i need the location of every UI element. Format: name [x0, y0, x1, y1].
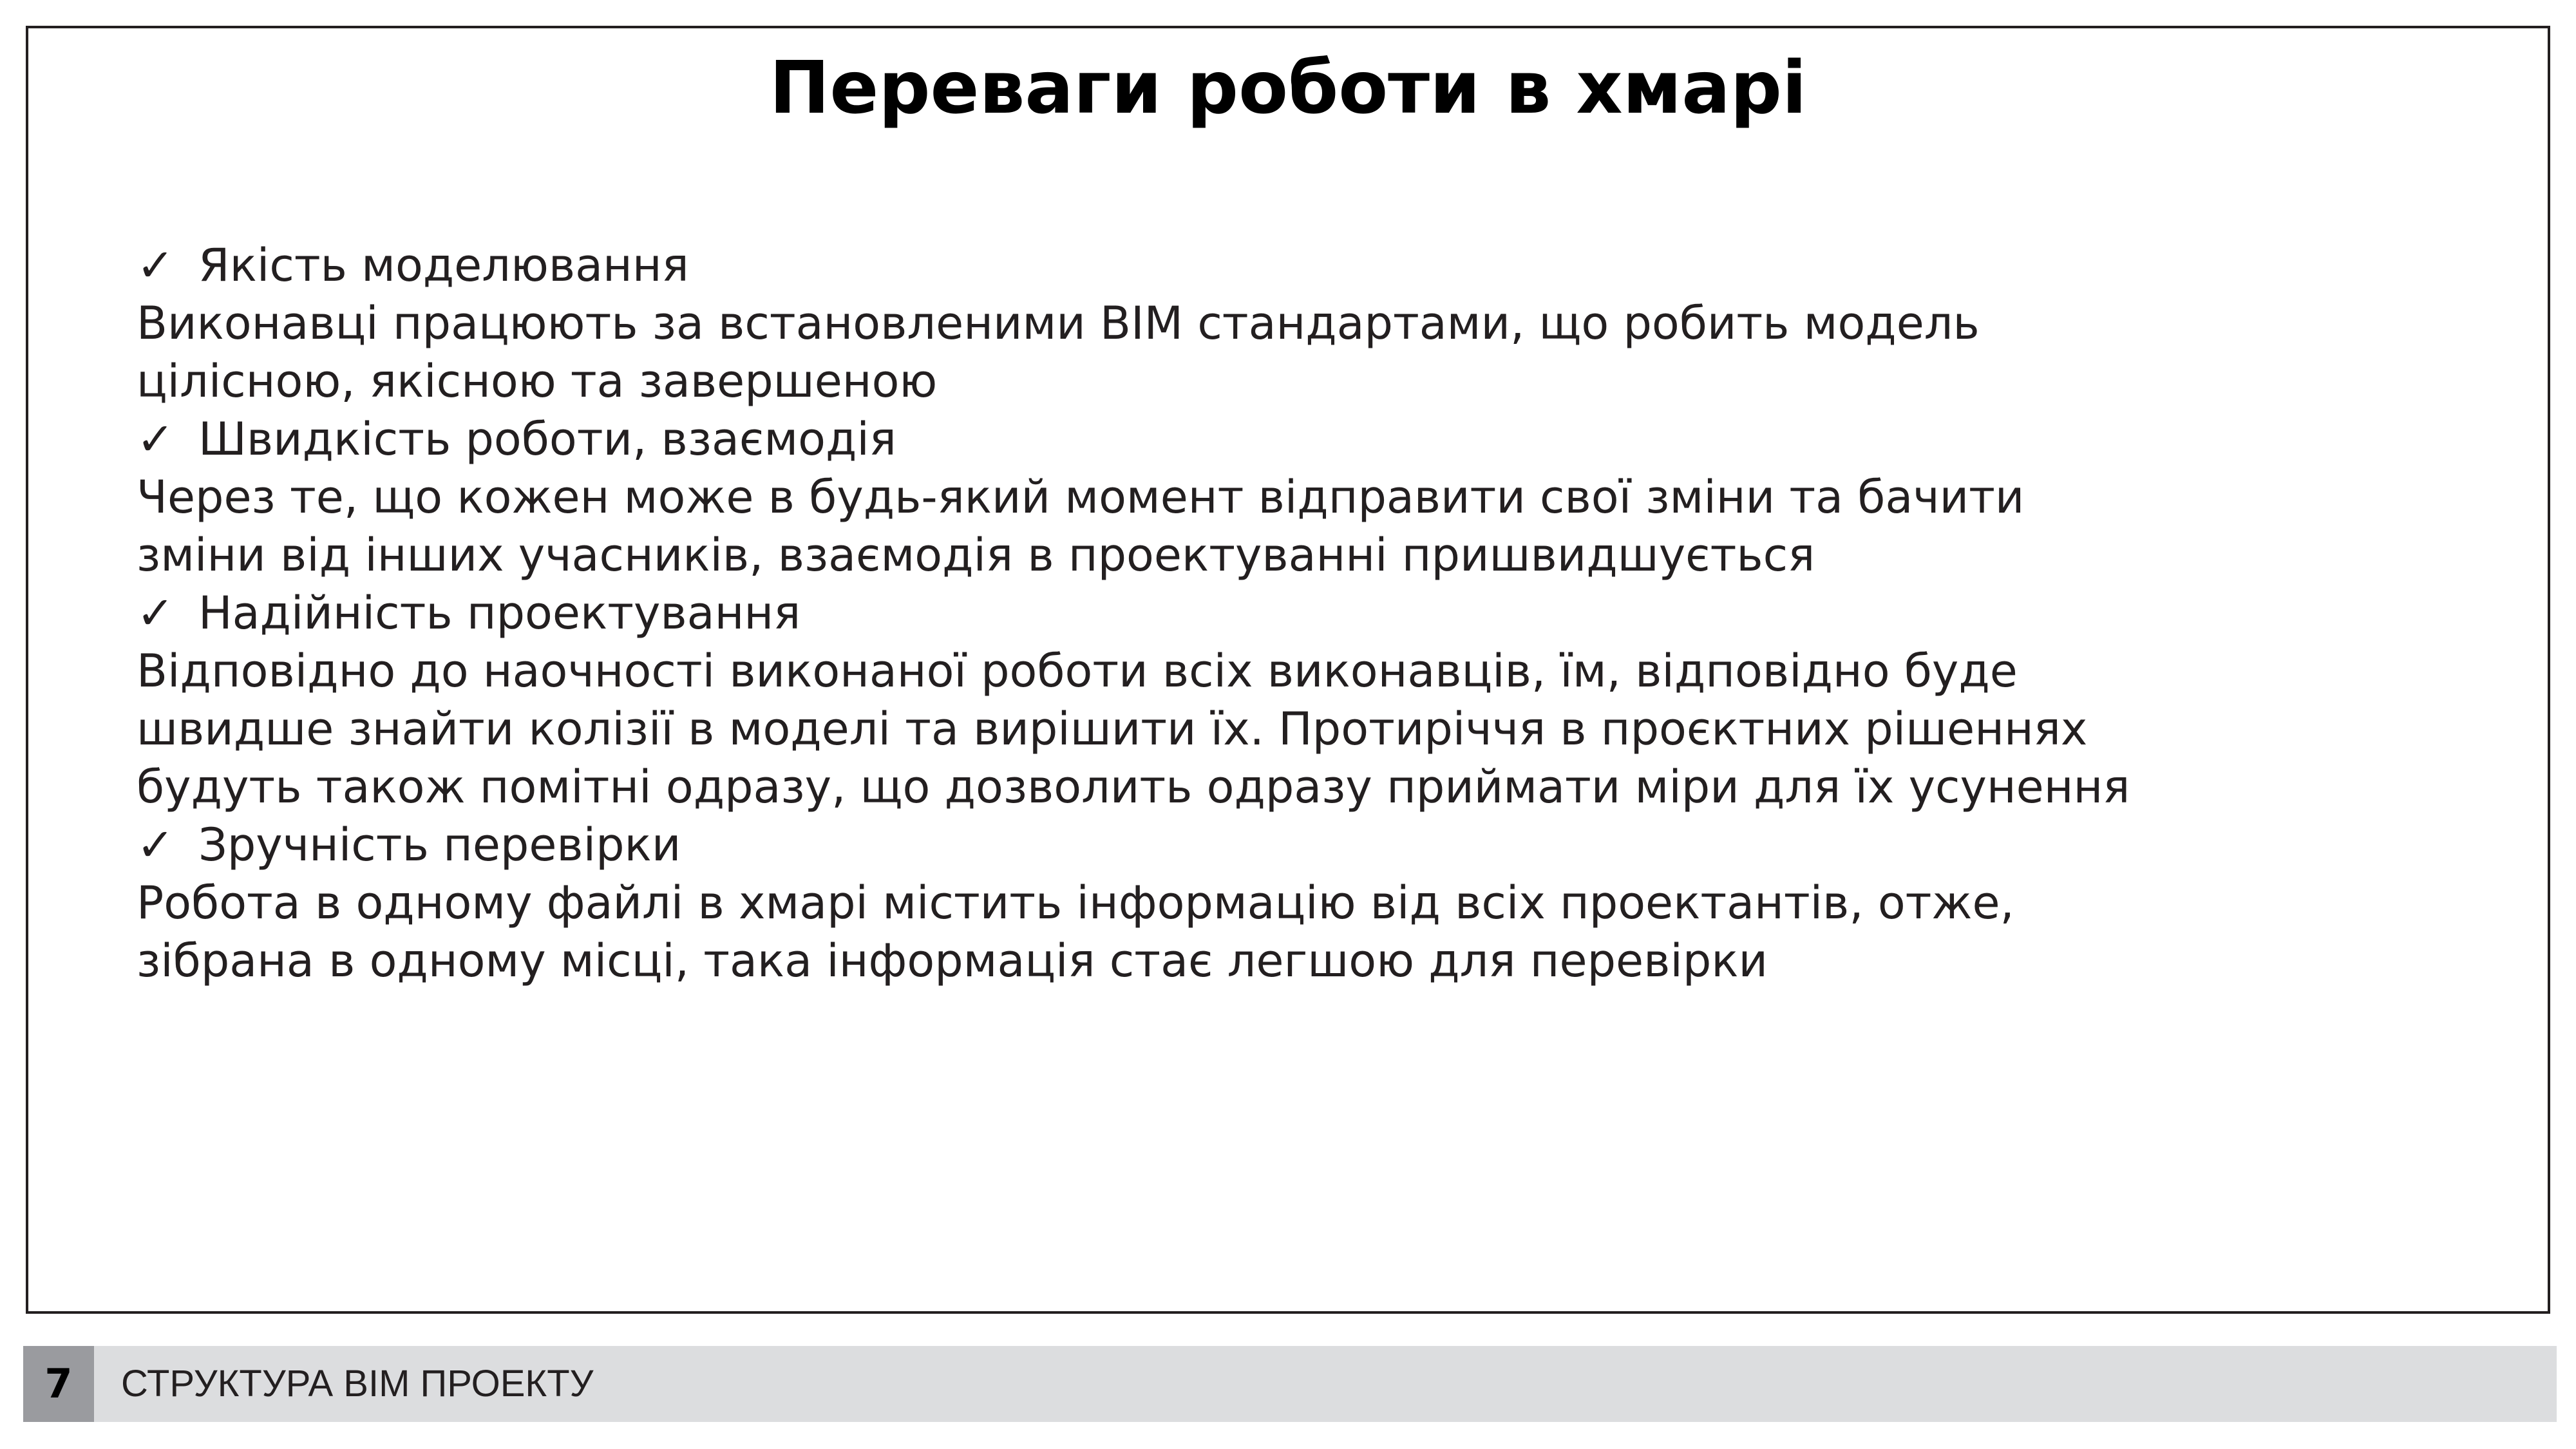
section-text-line: цілісною, якісною та завершеною: [137, 355, 938, 408]
section-text-line: будуть також помітні одразу, що дозволить одразу приймати міри для їх усунення: [137, 761, 2130, 813]
section-text-line: зміни від інших учасників, взаємодія в проектуванні пришвидшується: [137, 529, 1815, 582]
slide-content: [137, 236, 2326, 990]
checkmark-icon: ✓: [137, 587, 175, 639]
section-text-line: Відповідно до наочності виконаної роботи всіх виконавців, їм, відповідно буде: [137, 645, 2018, 697]
section-heading: [137, 236, 2326, 294]
section-text-line: швидше знайти колізії в моделі та вирішити їх. Протиріччя в проєктних рішеннях: [137, 703, 2088, 755]
section-text-line: Через те, що кожен може в будь-який момент відправити свої зміни та бачити: [137, 471, 2025, 524]
section-heading-text: Якість моделювання: [198, 239, 689, 292]
section-heading: [137, 816, 2326, 874]
section-heading: [137, 584, 2326, 642]
section-text-line: зібрана в одному місці, така інформація стає легшою для перевірки: [137, 934, 1768, 987]
section-heading-text: Надійність проектування: [198, 587, 801, 639]
slide-title: Переваги роботи в хмарі: [769, 46, 1807, 130]
footer-section-title: СТРУКТУРА BIM ПРОЕКТУ: [121, 1363, 594, 1405]
checkmark-icon: ✓: [137, 819, 175, 871]
section-heading-text: Зручність перевірки: [198, 819, 681, 871]
section-text-line: Виконавці працюють за встановленими BIM стандартами, що робить модель: [137, 297, 1980, 350]
checkmark-icon: ✓: [137, 413, 175, 466]
page-number: 7: [23, 1346, 94, 1422]
section-heading: [137, 410, 2326, 468]
section-text-line: Робота в одному файлі в хмарі містить інформацію від всіх проектантів, отже,: [137, 876, 2014, 929]
checkmark-icon: ✓: [137, 239, 175, 292]
section-heading-text: Швидкість роботи, взаємодія: [198, 413, 896, 466]
